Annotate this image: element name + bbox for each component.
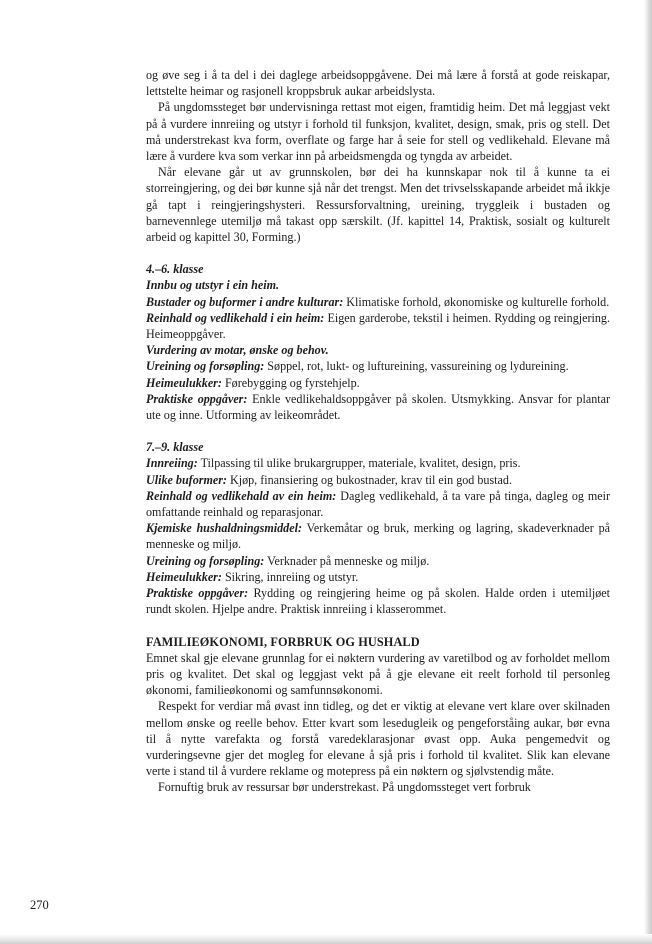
grade-7-9-item <box>146 488 610 520</box>
grade-7-9-item <box>146 553 610 569</box>
grade-7-9-item <box>146 472 610 488</box>
grade-7-9-item <box>146 455 610 471</box>
family-paragraph-3: Fornuftig bruk av ressursar bør understrekast. På ungdomssteget vert forbruk <box>158 780 531 795</box>
section-spacer <box>146 618 610 634</box>
section-spacer <box>146 423 610 439</box>
item-term: Praktiske oppgåver: <box>146 391 248 406</box>
item-term: Praktiske oppgåver: <box>146 586 249 601</box>
grade-4-6-subtitle: Innbu og utstyr i ein heim. <box>146 278 280 293</box>
item-term: Reinhald og vedlikehald i ein heim: <box>146 310 325 325</box>
grade-4-6-item <box>146 342 610 358</box>
page-bottom-shadow <box>0 934 652 944</box>
grade-4-6-item <box>146 391 610 423</box>
grade-7-9-title: 7.–9. klasse <box>146 440 204 455</box>
item-text: Eigen garderobe, tekstil i heimen. Rydding og reingjering. Heimeoppgåver. <box>146 310 610 342</box>
grade-4-6-item <box>146 294 610 310</box>
page-edge-shadow <box>644 0 652 944</box>
item-term: Ulike buformer: <box>146 472 227 487</box>
grade-4-6-title: 4.–6. klasse <box>146 262 204 277</box>
family-paragraph-2: Respekt for verdiar må øvast inn tidleg, og det er viktig at elevane vert klare over skilnaden mellom ønske og reelle behov. Etter kvart som lesedugleik og pengeforståing aukar, bør evna til å nytte varefakta og forstå varedeklarasjonar øvast opp. Auka pengemedvit og vurderingsevne gjer det mogleg for elevane å sjå pris i forhold til kvalitet. Slik kan elevane verte i stand til å vurdere reklame og motepress på ein nøktern og sjølvstendig måte. <box>146 699 610 779</box>
item-text: Rydding og reingjering heime og på skolen. Halde orden i utemiljøet rundt skolen. Hjelpe andre. Praktisk innreiing i klasserommet. <box>146 586 610 617</box>
page-number: 270 <box>30 898 49 912</box>
item-text: Kjøp, finansiering og bukostnader, krav til ein god bustad. <box>226 472 512 487</box>
item-term: Ureining og forsøpling: <box>146 359 265 374</box>
intro-paragraph-2: På ungdomssteget bør undervisninga rettast mot eigen, framtidig heim. Det må leggjast vekt på å vurdere innreiing og utstyr i forhold til funksjon, kvalitet, design, smak, pris og stell. Det må understrekast kva form, overflate og farge har å seie for stell og vedlikehald. Elevane må lære å vurdere kva som verkar inn på arbeidsmengda og tyngda av arbeidet. <box>146 100 610 164</box>
item-text: Tilpassing til ulike brukargrupper, materiale, kvalitet, design, pris. <box>197 456 521 471</box>
item-text: Førebygging og fyrstehjelp. <box>221 375 360 390</box>
page-body <box>146 67 610 796</box>
item-term: Heimeulukker: <box>146 569 222 584</box>
section-spacer <box>146 245 610 261</box>
grade-7-9-item <box>146 585 610 617</box>
item-text: Klimatiske forhold, økonomiske og kulturelle forhold. <box>343 294 610 309</box>
grade-4-6-item <box>146 375 610 391</box>
item-term: Innreiing: <box>146 456 198 471</box>
item-term: Vurdering av motar, ønske og behov. <box>146 343 329 358</box>
intro-paragraph-1: og øve seg i å ta del i dei daglege arbeidsoppgåvene. Dei må lære å forstå at gode reiskapar, lettstelte heimar og rasjonell kroppsbruk aukar arbeidslysta. <box>146 68 610 99</box>
grade-4-6-item <box>146 358 610 374</box>
item-term: Ureining og forsøpling: <box>146 553 265 568</box>
item-term: Kjemiske hushaldningsmiddel: <box>146 521 302 536</box>
item-term: Bustader og buformer i andre kulturar: <box>146 294 344 309</box>
family-paragraph-1: Emnet skal gje elevane grunnlag for ei nøktern vurdering av varetilbod og av forholdet mellom pris og kvalitet. Det skal og leggjast vekt på å gje elevane eit reelt forhold til personleg økonomi, familieøkonomi og samfunnsøkonomi. <box>146 650 610 698</box>
grade-4-6-item <box>146 310 610 342</box>
item-text: Verkemåtar og bruk, merking og lagring, skadeverknader på menneske og miljø. <box>146 521 610 552</box>
grade-7-9-item <box>146 520 610 552</box>
family-economy-heading: FAMILIEØKONOMI, FORBRUK OG HUSHALD <box>146 634 420 649</box>
item-text: Sikring, innreiing og utstyr. <box>221 569 359 584</box>
intro-paragraph-3: Når elevane går ut av grunnskolen, bør dei ha kunnskapar nok til å kunne ta ei storreingjering, og dei bør kunne sjå når det trengst. Men det trivselsskapande arbeidet må ikkje gå tapt i reingjeringshysteri. Ressursforvaltning, ureining, tryggleik i bustaden og barnevennlege utemiljø må takast opp særskilt. (Jf. kapittel 14, Praktisk, sosialt og kulturelt arbeid og kapittel 30, Forming.) <box>146 165 610 245</box>
item-term: Reinhald og vedlikehald av ein heim: <box>146 488 337 503</box>
item-text: Verknader på menneske og miljø. <box>264 553 430 568</box>
grade-7-9-item <box>146 569 610 585</box>
item-text: Dagleg vedlikehald, å ta vare på tinga, dagleg og meir omfattande reinhald og reparasjonar. <box>146 488 611 520</box>
item-term: Heimeulukker: <box>146 375 222 390</box>
item-text: Søppel, rot, lukt- og luftureining, vassureining og lydureining. <box>264 359 569 374</box>
item-text: Enkle vedlikehaldsoppgåver på skolen. Utsmykking. Ansvar for plantar ute og inne. Utforming av leikeområdet. <box>146 391 610 423</box>
